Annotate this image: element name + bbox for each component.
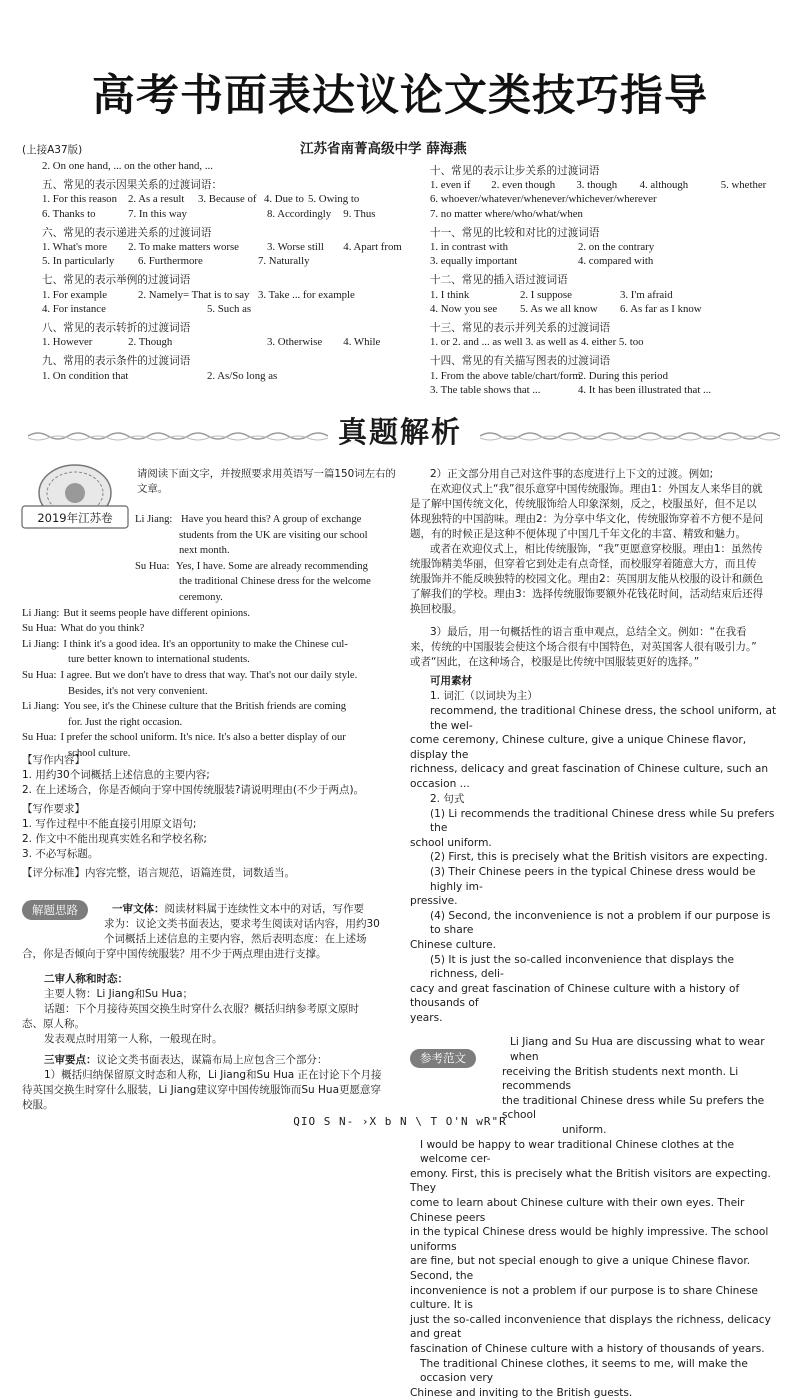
analysis-line: 主要人物：Li Jiang和Su Hua； bbox=[44, 988, 194, 1000]
dialogue-text: school culture. bbox=[68, 747, 131, 759]
essay-pill: 参考范文 bbox=[410, 1049, 476, 1068]
term-item: 4. Due to bbox=[264, 193, 304, 206]
dialogue-line bbox=[22, 684, 402, 700]
dialogue-text: Yes, I have. Some are already recommending bbox=[176, 560, 368, 572]
term-item: 5. As we all know bbox=[520, 302, 598, 315]
section-heading: 六、常见的表示递进关系的过渡词语 bbox=[42, 226, 212, 239]
analysis-pill: 解题思路 bbox=[22, 900, 88, 920]
term-item: 3. Take ... for example bbox=[258, 288, 355, 301]
essay-line: receiving the British students next month. Li recommends bbox=[502, 1065, 739, 1093]
term-item: 4. although bbox=[639, 179, 689, 192]
guidance-line: 换回校服。 bbox=[410, 603, 463, 615]
sentence-line: cacy and great fascination of Chinese culture with a history of thousands of bbox=[410, 982, 740, 1010]
speaker-name: Li Jiang: bbox=[22, 638, 60, 650]
analysis-line bbox=[22, 1068, 404, 1083]
dialogue-line bbox=[22, 543, 402, 559]
analysis-line bbox=[22, 917, 404, 932]
dialogue-line bbox=[22, 715, 402, 731]
term-item: 6. Thanks to bbox=[42, 207, 96, 220]
term-item: 4. Now you see bbox=[430, 302, 498, 315]
term-item: 2. To make matters worse bbox=[128, 241, 239, 254]
content-item: 2. 在上述场合，你是否倾向于穿中国传统服装?请说明理由(不少于两点)。 bbox=[22, 784, 365, 796]
dialogue-text: Besides, it's not very convenient. bbox=[68, 685, 208, 697]
term-item: 7. no matter where/who/what/when bbox=[430, 207, 583, 220]
sentence-line: (1) Li recommends the traditional Chinese dress while Su prefers the bbox=[430, 807, 775, 835]
dialogue-text: ture better known to international students. bbox=[68, 654, 250, 666]
guidance-line: 或者在欢迎仪式上，相比传统服饰，“我”更愿意穿校服。理由1：虽然传 bbox=[430, 543, 763, 555]
term-item: 1. I think bbox=[430, 288, 470, 301]
term-item: 2. During this period bbox=[578, 369, 668, 382]
section-heading: 十四、常见的有关描写图表的过渡词语 bbox=[430, 355, 611, 368]
dialogue-text: the traditional Chinese dress for the welcome bbox=[179, 576, 371, 588]
analysis-text-line: 求为：议论文类书面表达，要求考生阅读对话内容，用约30 bbox=[104, 918, 380, 930]
sentence-line: pressive. bbox=[410, 895, 458, 908]
term-item: 3. Otherwise bbox=[267, 336, 323, 349]
analysis-label: 三审要点： bbox=[44, 1054, 97, 1066]
term-item: 1. even if bbox=[430, 179, 471, 192]
task-intro: 请阅读下面文字，并按照要求用英语写一篇150词左右的文章。 bbox=[137, 468, 396, 495]
sentence-line: (5) It is just the so-called inconvenience that displays the richness, deli- bbox=[430, 953, 734, 981]
analysis-line bbox=[22, 932, 404, 947]
essay-line: uniform. bbox=[562, 1124, 607, 1137]
content-item: 1. 用约30个词概括上述信息的主要内容; bbox=[22, 769, 210, 781]
term-row bbox=[430, 383, 780, 397]
dialogue-line bbox=[22, 652, 402, 668]
term-item: 8. Accordingly bbox=[267, 207, 332, 220]
term-row bbox=[430, 207, 780, 221]
dialogue-line bbox=[22, 730, 402, 746]
term-item: 3. Because of bbox=[198, 193, 257, 206]
analysis-heading: 二审人称和时态： bbox=[44, 973, 128, 985]
term-row bbox=[430, 369, 780, 383]
dialogue-line bbox=[22, 574, 402, 590]
sentence-line: (2) First, this is precisely what the British visitors are expecting. bbox=[430, 851, 768, 864]
guidance-line: 统服饰并不能反映独特的校园文化。理由2：英国朋友能从校服的设计和颜色 bbox=[410, 573, 764, 585]
requirement-item: 2. 作文中不能出现真实姓名和学校名称; bbox=[22, 833, 207, 845]
section-heading: 八、常见的表示转折的过渡词语 bbox=[42, 322, 191, 335]
speaker-name: Su Hua: bbox=[22, 623, 57, 635]
right-guidance bbox=[410, 467, 782, 1400]
section-heading: 十二、常见的插入语过渡词语 bbox=[430, 274, 568, 287]
task-requirements bbox=[22, 753, 402, 881]
guidance-line: 在欢迎仪式上“我”很乐意穿中国传统服饰。理由1：外国友人来华目的就 bbox=[430, 483, 763, 495]
speaker-name: Su Hua: bbox=[135, 560, 170, 572]
term-item: 5. Such as bbox=[207, 302, 252, 315]
dialogue-text: Have you heard this? A group of exchange bbox=[181, 514, 362, 525]
term-item: 2. on the contrary bbox=[578, 241, 655, 254]
guidance-line: 体现独特的中国韵味。理由2：为分享中华文化，传统服饰穿着不方便不是问 bbox=[410, 513, 764, 525]
list-line: 2. On one hand, ... on the other hand, ... bbox=[42, 160, 213, 172]
sample-essay bbox=[410, 1035, 782, 1400]
term-row bbox=[42, 192, 402, 206]
term-row bbox=[42, 240, 402, 254]
dialogue-text: You see, it's the Chinese culture that the British friends are coming bbox=[63, 701, 347, 713]
guidance-line: 是了解中国传统文化，传统服饰给人印象深刻，反之，校服虽好，但不足以 bbox=[410, 498, 757, 510]
requirement-item: 1. 写作过程中不能直接引用原文语句; bbox=[22, 818, 197, 830]
dialogue-text: But it seems people have different opinions. bbox=[63, 607, 251, 619]
sentence-line: school uniform. bbox=[410, 836, 492, 849]
term-item: 3. The table shows that ... bbox=[430, 383, 541, 396]
term-row bbox=[430, 302, 780, 316]
term-item: 4. While bbox=[343, 336, 381, 349]
dialogue-line bbox=[22, 699, 402, 715]
section-heading: 十一、常见的比较和对比的过渡词语 bbox=[430, 226, 600, 239]
dialogue bbox=[22, 512, 402, 762]
term-item: 7. Naturally bbox=[258, 255, 310, 268]
sentence-line: (3) Their Chinese peers in the typical Chinese dress would be highly im- bbox=[430, 865, 756, 893]
essay-line: I would be happy to wear traditional Chinese clothes at the welcome cer- bbox=[420, 1138, 735, 1166]
essay-line: The traditional Chinese clothes, it seems to me, will make the occasion very bbox=[420, 1357, 748, 1385]
analysis-text-line: 待英国交换生时穿什么服装，Li Jiang建议穿中国传统服饰而Su Hua更愿意穿 bbox=[22, 1084, 382, 1096]
term-item: 2. As/So long as bbox=[207, 369, 278, 382]
guidance-line: 来，传统的中国服装会使这个场合很有中国特色，对英国客人很有吸引力。” bbox=[410, 641, 757, 653]
analysis-line: 态、原人称。 bbox=[22, 1018, 85, 1030]
term-row bbox=[42, 335, 402, 349]
term-row bbox=[42, 288, 402, 302]
footer-code: QIO S N- ›X b N \ T O'N wR"R bbox=[293, 1115, 507, 1128]
dialogue-line bbox=[22, 528, 402, 544]
term-item: 4. compared with bbox=[578, 255, 654, 268]
page-title: 高考书面表达议论文类技巧指导 bbox=[92, 71, 708, 121]
essay-line: just the so-called inconvenience that displays the richness, delicacy and great bbox=[410, 1313, 771, 1341]
analysis-line: 话题：下个月接待英国交换生时穿什么衣服？概括归纳参考原文原时 bbox=[44, 1003, 359, 1015]
term-row bbox=[42, 254, 402, 268]
dialogue-text: What do you think? bbox=[60, 623, 145, 635]
term-item: 1. From the above table/chart/form bbox=[430, 369, 581, 382]
essay-line: the traditional Chinese dress while Su prefers the school bbox=[502, 1094, 765, 1122]
term-item: 2. even though bbox=[491, 179, 556, 192]
dialogue-line bbox=[22, 590, 402, 606]
term-item: 3. Worse still bbox=[267, 241, 324, 254]
term-row bbox=[430, 254, 780, 268]
term-item: 6. whoever/whatever/whenever/whichever/wherever bbox=[430, 193, 657, 206]
speaker-name: Li Jiang: bbox=[135, 514, 173, 525]
analysis-line bbox=[22, 1083, 404, 1098]
content-heading: 【写作内容】 bbox=[22, 754, 85, 766]
continued-note: (上接A37版) bbox=[22, 144, 83, 156]
speaker-name: Li Jiang: bbox=[22, 701, 60, 713]
dialogue-text: for. Just the right occasion. bbox=[68, 716, 183, 728]
term-item: 1. On condition that bbox=[42, 369, 129, 382]
term-item: 2. Namely= That is to say bbox=[138, 288, 250, 301]
guidance-line: 2）正文部分用自己对这件事的态度进行上下文的过渡。例如; bbox=[430, 468, 714, 480]
requirement-heading: 【写作要求】 bbox=[22, 803, 85, 815]
term-item: 5. Owing to bbox=[308, 193, 360, 206]
left-transition-list bbox=[42, 159, 402, 383]
analysis-text-line: 阅读材料属于连续性文本中的对话，写作要 bbox=[164, 903, 364, 915]
speaker-name: Li Jiang: bbox=[22, 607, 60, 619]
term-item: 2. As a result bbox=[128, 193, 185, 206]
dialogue-line bbox=[22, 637, 402, 653]
term-item: 4. Apart from bbox=[343, 241, 402, 254]
guidance-line: 题，有的时候正是这种不便体现了中国几千年文化的丰富、精致和魅力。 bbox=[410, 528, 746, 540]
term-item: 1. For example bbox=[42, 288, 108, 301]
sentence-line: Chinese culture. bbox=[410, 938, 497, 951]
term-item: 3. equally important bbox=[430, 255, 518, 268]
badge-label: 2019年江苏卷 bbox=[37, 511, 113, 525]
term-item: 2. I suppose bbox=[520, 288, 572, 301]
term-item: 6. As far as I know bbox=[620, 302, 702, 315]
essay-line: Li Jiang and Su Hua are discussing what to wear when bbox=[510, 1036, 765, 1064]
term-item: 1. What's more bbox=[42, 241, 108, 254]
term-item: 7. In this way bbox=[128, 207, 187, 220]
dialogue-line bbox=[22, 559, 402, 575]
essay-line: fascination of Chinese culture with a history of thousands of years. bbox=[410, 1342, 765, 1355]
guidance-line: 3）最后，用一句概括性的语言重申观点，总结全文。例如：“在我看 bbox=[430, 626, 747, 638]
section-title: 真题解析 bbox=[337, 415, 462, 449]
analysis-text-line: 个词概括上述信息的主要内容，然后表明态度：在上述场 bbox=[104, 933, 367, 945]
term-item: 2. Though bbox=[128, 336, 173, 349]
term-item: 3. I'm afraid bbox=[620, 288, 673, 301]
vocab-line: richness, delicacy and great fascination of Chinese culture, such an occasion ... bbox=[410, 763, 769, 790]
dialogue-line bbox=[22, 621, 402, 637]
term-item: 9. Thus bbox=[343, 207, 376, 220]
dialogue-text: students from the UK are visiting our school bbox=[179, 529, 368, 541]
vocab-line: come ceremony, Chinese culture, give a unique Chinese flavor, display the bbox=[410, 734, 747, 761]
essay-line: are fine, but not special enough to give a unique Chinese flavor. Second, the bbox=[410, 1255, 751, 1282]
term-row bbox=[430, 335, 780, 349]
analysis-line: 发表观点时用第一人称，一般现在时。 bbox=[44, 1033, 223, 1045]
speaker-name: Su Hua: bbox=[22, 669, 57, 681]
essay-line: come to learn about Chinese culture with their own eyes. Their Chinese peers bbox=[410, 1197, 745, 1224]
dialogue-text: ceremony. bbox=[179, 591, 223, 603]
section-heading: 十、常见的表示让步关系的过渡词语 bbox=[430, 165, 600, 177]
term-item: 4. For instance bbox=[42, 302, 106, 315]
scoring-line: 【评分标准】内容完整，语言规范，语篇连贯，词数适当。 bbox=[22, 867, 295, 879]
guidance-line: 统服饰精美华丽，但穿着它到处走有点奇怪，而校服穿着随意大方，而且传 bbox=[410, 558, 757, 570]
term-item: 5. In particularly bbox=[42, 255, 115, 268]
vocab-line: recommend, the traditional Chinese dress, the school uniform, at the wel- bbox=[430, 705, 777, 732]
dialogue-line bbox=[22, 512, 402, 528]
term-item: 1. in contrast with bbox=[430, 241, 508, 254]
term-row bbox=[430, 240, 780, 254]
material-heading: 可用素材 bbox=[430, 675, 472, 687]
analysis-text bbox=[22, 902, 404, 1113]
term-item: 1. However bbox=[42, 336, 93, 349]
analysis-line bbox=[22, 947, 404, 962]
essay-line: in the typical Chinese dress would be highly impressive. The school uniforms bbox=[410, 1226, 769, 1253]
term-row bbox=[42, 369, 402, 383]
dialogue-line bbox=[22, 606, 402, 622]
dialogue-text: I agree. But we don't have to dress that way. That's not our daily style. bbox=[60, 669, 358, 681]
analysis-line bbox=[22, 1053, 404, 1068]
dialogue-text: I prefer the school uniform. It's nice. It's also a better display of our bbox=[60, 732, 346, 744]
ornament-right bbox=[480, 430, 780, 442]
section-heading: 九、常用的表示条件的过渡词语 bbox=[42, 355, 191, 368]
sentence-line: years. bbox=[410, 1011, 443, 1024]
term-row bbox=[430, 288, 780, 302]
term-item: 6. Furthermore bbox=[138, 255, 203, 268]
dialogue-text: I think it's a good idea. It's an opportunity to make the Chinese cul- bbox=[63, 638, 348, 650]
dialogue-line bbox=[22, 668, 402, 684]
analysis-line bbox=[22, 1098, 404, 1113]
term-item: 5. whether bbox=[720, 179, 767, 192]
term-item: 3. though bbox=[576, 179, 618, 192]
dialogue-text: next month. bbox=[179, 545, 230, 557]
analysis-text-line: 1）概括归纳保留原文时态和人称，Li Jiang和Su Hua 正在讨论下个月接 bbox=[44, 1069, 382, 1081]
speaker-name: Su Hua: bbox=[22, 732, 57, 744]
essay-line: emony. First, this is precisely what the British visitors are expecting. They bbox=[410, 1167, 771, 1195]
guidance-line: 或者“因此，在这种场合，校服是比传统中国服装更好的选择。” bbox=[410, 656, 700, 668]
term-row bbox=[430, 192, 780, 206]
analysis-line bbox=[22, 902, 404, 917]
term-row bbox=[42, 302, 402, 316]
term-row bbox=[430, 178, 780, 192]
term-item: 1. For this reason bbox=[42, 193, 117, 206]
section-heading: 七、常见的表示举例的过渡词语 bbox=[42, 274, 191, 287]
author-line: 江苏省南菁高级中学 薛海燕 bbox=[300, 141, 467, 157]
requirement-item: 3. 不必写标题。 bbox=[22, 848, 99, 860]
analysis-text-line: 合，你是否倾向于穿中国传统服装？用不少于两点理由进行支撑。 bbox=[22, 948, 327, 960]
essay-line: Chinese and inviting to the British guests. bbox=[410, 1386, 633, 1399]
section-heading: 十三、常见的表示并列关系的过渡词语 bbox=[430, 322, 611, 335]
guidance-line: 了解我们的学校。理由3：选择传统服饰要额外花钱花时间，活动结束后还得 bbox=[410, 588, 764, 600]
right-transition-list bbox=[430, 159, 780, 397]
analysis-text-line: 议论文类书面表达，谋篇布局上应包含三个部分： bbox=[96, 1054, 328, 1066]
sentence-line: (4) Second, the inconvenience is not a problem if our purpose is to share bbox=[430, 909, 771, 937]
section-heading: 五、常见的表示因果关系的过渡词语： bbox=[42, 179, 223, 192]
term-row bbox=[42, 207, 402, 221]
analysis-label: 一审文体： bbox=[112, 903, 165, 915]
sentence-heading: 2. 句式 bbox=[430, 792, 465, 805]
analysis-text-line: 校服。 bbox=[22, 1099, 54, 1111]
term-item: 4. It has been illustrated that ... bbox=[578, 383, 712, 396]
essay-line: inconvenience is not a problem if our purpose is to share Chinese culture. It is bbox=[410, 1284, 758, 1312]
vocab-heading: 1. 词汇（以词块为主） bbox=[430, 690, 538, 702]
term-item: 1. or 2. and ... as well 3. as well as 4. either 5. too bbox=[430, 336, 644, 349]
